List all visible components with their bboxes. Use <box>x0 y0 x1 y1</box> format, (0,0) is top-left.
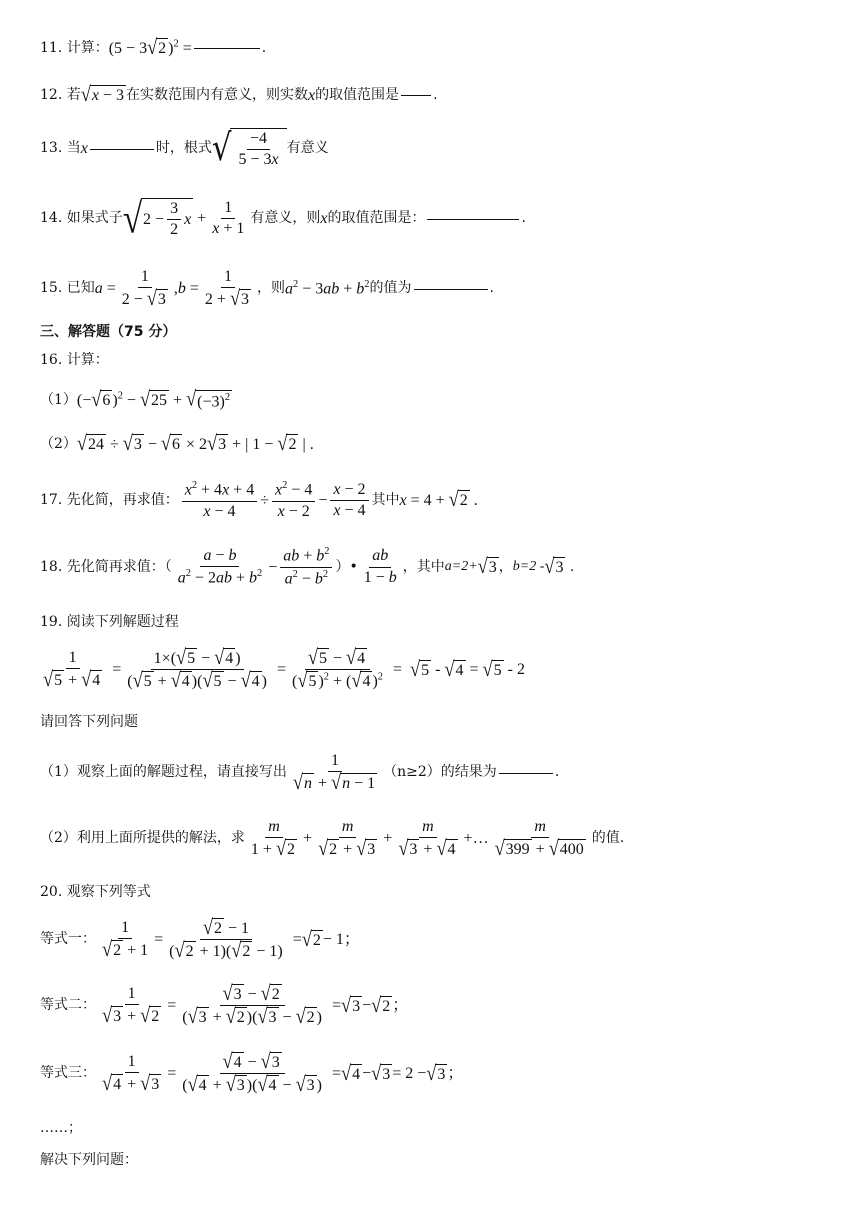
question-text: 有意义 <box>286 140 329 157</box>
question-12: 12. 若 √ x − 3 在实数范围内有意义，则实数 x 的取值范围是 . <box>40 82 438 106</box>
answer-blank[interactable] <box>499 772 553 774</box>
question-18: 18. 先化简再求值：（ $\frac{a - b}{a^2 - 2ab + b^2}$ − $\frac{ab + b^2}{a^2 - b^2}$ ）• $\frac{ab}{1 - b}$ ，其中 a=2+ √ 3 ， b=2 - √ 3 . <box>40 546 575 588</box>
question-text: 先化简，再求值： <box>66 492 179 509</box>
question-text: （n≥2）的结果为 <box>383 764 497 781</box>
question-number: 15. <box>40 280 63 297</box>
equation-label: 等式二： <box>40 997 96 1014</box>
question-text: 的取值范围是： <box>327 210 426 227</box>
math-expression: 1 √ 5 + √ 4 = 1×( √ 5 − √ 4 ) ( √ 5 + √ 4 )( √ 5 − √ 4 ) = √ 5 − √ 4 ( √ 5 )$^2$ + ( √ 4 )$^2$ = √ 5 - √ 4 = √ 5 - 2 <box>43 645 525 692</box>
question-number: 19. <box>40 614 63 630</box>
section-heading: 三、解答题（75 分） <box>40 324 177 340</box>
equation-3 <box>40 1049 464 1096</box>
question-text: 的值为 <box>369 280 412 297</box>
answer-blank[interactable] <box>90 148 154 150</box>
question-number: 18. <box>40 558 63 575</box>
question-19-part-1: （1）观察上面的解题过程，请直接写出 1 √ n + √ n − 1 （n≥2）的结果为 . <box>40 752 560 794</box>
math-text: a=2+ <box>444 558 478 574</box>
question-text: 当 <box>66 140 81 157</box>
question-text: 有意义，则 <box>250 210 321 227</box>
question-text: 时，根式 <box>155 140 212 157</box>
answer-blank[interactable] <box>414 288 488 290</box>
question-text: 在实数范围内有意义，则实数 <box>125 86 308 103</box>
question-text: 观察下列等式 <box>66 884 151 900</box>
question-number: 16. <box>40 352 63 368</box>
question-19 <box>40 614 179 631</box>
question-text: （1）观察上面的解题过程，请直接写出 <box>40 764 287 781</box>
question-text: ，其中 <box>402 558 445 575</box>
question-13: 13. 当 x 时，根式 √ $\frac{-4}{5 - 3x}$ 有意义 <box>40 126 329 171</box>
math-expression: $\frac{x^2 + 4x + 4}{x - 4}$ ÷ $\frac{x^2 - 4}{x - 2}$ − $\frac{x - 2}{x - 4}$ <box>179 480 372 521</box>
question-text: 其中 <box>371 492 400 509</box>
question-text: （2）利用上面所提供的解法，求 <box>40 830 245 847</box>
math-expression: √ 24 ÷ √ 3 − √ 6 × 2 √ 3 + | 1 − √ 2 | . <box>76 431 314 455</box>
question-15: 15. 已知 a = 1 2 − √ 3 , b = 1 2 + √ 3 ，则 $a^2 - 3ab + b^2$ 的值为 . <box>40 268 494 310</box>
math-expression: m 1 + √ 2 + m √ 2 + √ 3 + m √ 3 + √ 4 +… m √ 399 + √ 400 <box>250 818 584 860</box>
question-text: 如果式子 <box>66 210 123 227</box>
math-expression: (5 − 3 √ 2 )$^2$ = <box>108 35 192 59</box>
question-19-part-2 <box>40 818 624 860</box>
question-20 <box>40 884 151 901</box>
equation-label: 等式三： <box>40 1065 96 1082</box>
question-19-derivation <box>40 645 525 692</box>
question-number: 20. <box>40 884 63 900</box>
question-text: 计算： <box>66 39 109 56</box>
question-11: 11. 计算： (5 − 3 √ 2 )$^2$ = . <box>40 35 267 59</box>
question-text: 的取值范围是 <box>315 86 400 103</box>
question-text: 若 <box>66 86 81 103</box>
math-expression: $a^2 - 3ab + b^2$ <box>285 279 370 298</box>
question-14: 14. 如果式子 √ 2 − $\frac{3}{2}$ x + $\frac{1}{x + 1}$ 有意义，则 x 的取值范围是： . <box>40 195 526 243</box>
question-number: 12. <box>40 86 63 103</box>
ellipsis-line: ……； <box>40 1120 82 1136</box>
solve-prompt: 解决下列问题： <box>40 1152 138 1168</box>
question-text: 阅读下列解题过程 <box>66 614 179 630</box>
question-text: 计算： <box>66 352 109 368</box>
math-expression: √ $\frac{-4}{5 - 3x}$ <box>212 128 287 170</box>
math-expression: 1 √ n + √ n − 1 <box>292 752 376 794</box>
math-expression: √ x − 3 <box>80 82 124 106</box>
question-16-part-2 <box>40 431 314 455</box>
math-expression: x = 4 + √ 2 . <box>399 487 478 511</box>
question-number: 13. <box>40 140 63 157</box>
question-16-part-1 <box>40 387 232 411</box>
part-label: （1） <box>40 392 77 409</box>
math-expression: a = 1 2 − √ 3 , b = 1 2 + √ 3 <box>94 268 250 310</box>
answer-blank[interactable] <box>401 94 431 96</box>
equation-label: 等式一： <box>40 931 96 948</box>
answer-blank[interactable] <box>427 218 519 220</box>
math-text: b=2 - <box>512 558 545 574</box>
question-16 <box>40 352 109 369</box>
math-expression: $\frac{a - b}{a^2 - 2ab + b^2}$ − $\frac{ab + b^2}{a^2 - b^2}$ ）• $\frac{ab}{1 - b}$ <box>177 546 397 588</box>
equation-2 <box>40 981 409 1028</box>
question-17 <box>40 480 478 521</box>
equation-1 <box>40 915 360 962</box>
math-expression: 1 √ 3 + √ 2 = √ 3 − √ 2 ( √ 3 + √ 2 )( √ 3 − √ 2 ) = √ 3 − √ 2 ； <box>102 981 409 1028</box>
question-19-prompt: 请回答下列问题 <box>40 714 138 730</box>
question-number: 11. <box>40 39 63 56</box>
question-text: 先化简再求值：（ <box>66 558 172 575</box>
math-expression: 1 √ 4 + √ 3 = √ 4 − √ 3 ( √ 4 + √ 3 )( √ 4 − √ 3 ) = √ 4 − √ 3 = 2 − √ 3 ； <box>102 1049 464 1096</box>
part-label: （2） <box>40 435 77 452</box>
question-number: 14. <box>40 210 63 227</box>
question-number: 17. <box>40 492 63 509</box>
question-text: ，则 <box>257 280 286 297</box>
question-text: 已知 <box>66 280 95 297</box>
math-expression: (− √ 6 )$^2$ − √ 25 + √ $(-3)^2$ <box>76 387 231 411</box>
math-expression: √ 2 − $\frac{3}{2}$ x + $\frac{1}{x + 1}$ <box>122 195 245 243</box>
math-expression: 1 √ 2 + 1 = √ 2 − 1 ( √ 2 + 1)( √ 2 − 1) = √ 2 − 1； <box>102 915 360 962</box>
question-text: 的值. <box>591 830 625 847</box>
answer-blank[interactable] <box>194 47 260 49</box>
